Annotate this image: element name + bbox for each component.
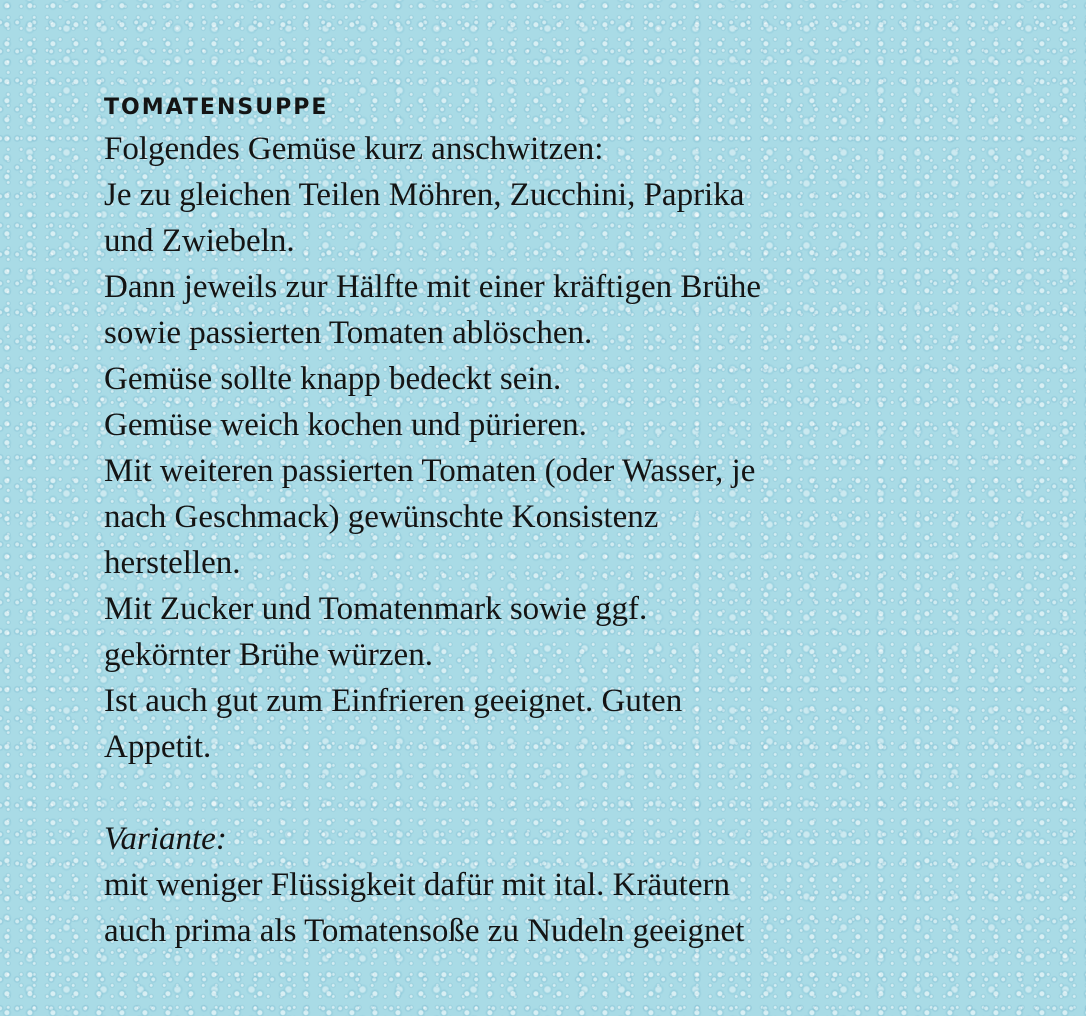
instruction-line: Je zu gleichen Teilen Möhren, Zucchini, Paprika <box>104 177 745 213</box>
spacer <box>104 770 1004 816</box>
instruction-line: Gemüse weich kochen und pürieren. <box>104 407 587 443</box>
instruction-line: nach Geschmack) gewünschte Konsistenz <box>104 499 659 535</box>
instruction-line: Dann jeweils zur Hälfte mit einer kräftigen Brühe <box>104 269 762 305</box>
instruction-line: gekörnter Brühe würzen. <box>104 637 433 673</box>
variant-line: mit weniger Flüssigkeit dafür mit ital. Kräutern <box>104 867 730 903</box>
instruction-line: Folgendes Gemüse kurz anschwitzen: <box>104 131 604 167</box>
instruction-line: sowie passierten Tomaten ablöschen. <box>104 315 593 351</box>
instruction-line: Ist auch gut zum Einfrieren geeignet. Guten <box>104 683 683 719</box>
instruction-line: herstellen. <box>104 545 241 581</box>
instruction-line: Mit weiteren passierten Tomaten (oder Wasser, je <box>104 453 756 489</box>
variant-line: auch prima als Tomatensoße zu Nudeln geeignet <box>104 913 745 949</box>
variant-label: Variante: <box>104 821 227 857</box>
recipe-card <box>104 82 1004 954</box>
recipe-title: tomatensuppe <box>104 86 329 122</box>
instruction-line: Mit Zucker und Tomatenmark sowie ggf. <box>104 591 648 627</box>
instruction-line: Appetit. <box>104 729 212 765</box>
instruction-line: und Zwiebeln. <box>104 223 295 259</box>
instruction-line: Gemüse sollte knapp bedeckt sein. <box>104 361 562 397</box>
